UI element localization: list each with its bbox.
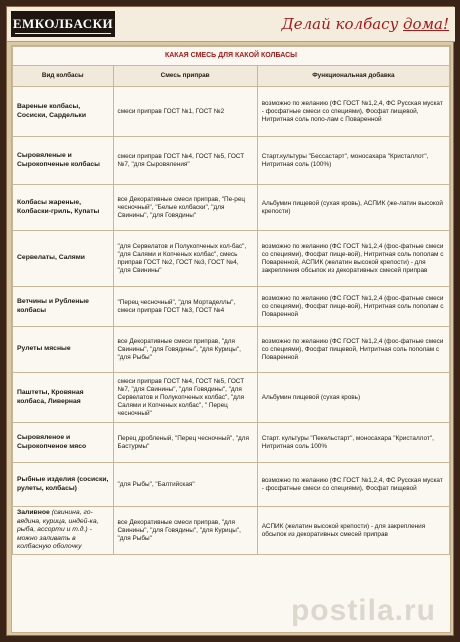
logo-underline xyxy=(15,33,111,34)
table-row xyxy=(13,87,450,137)
table-row xyxy=(13,231,450,287)
sausage-type-cell xyxy=(13,373,114,423)
table-header-row xyxy=(13,66,450,87)
column-header: Вид колбасы xyxy=(13,66,114,87)
sausage-type: Паштеты, Кровяная колбаса, Ливерная xyxy=(17,389,84,405)
sausage-type-note: (свинина, го-вядина, курица, индей-ка, рыба, ассорти и т.д.) - можно заливать в колбасную оболочку xyxy=(17,509,99,551)
additive-cell: Старт. культуры "Пекельстарт", моносахара "Кристаллот", Нитритная соль 100% xyxy=(257,423,449,463)
additive-cell: Альбумин пищевой (сухая кровь) xyxy=(257,373,449,423)
slogan xyxy=(282,15,449,33)
spice-mix-cell: смеси приправ ГОСТ №4, ГОСТ №5, ГОСТ №7, "для Свинины", "для Говядины", "для Сервелатов и Полукопченых колбас", "для Салями и Копченых колбас", " Перец чесночный" xyxy=(113,373,257,423)
additive-cell: АСПИК (желатин высокой крепости) - для закрепления обсыпок из декоративных смесей приправ xyxy=(257,507,449,555)
additive-cell: Альбумин пищевой (сухая кровь), АСПИК (же-латин высокой крепости) xyxy=(257,185,449,231)
table-sheet xyxy=(11,45,451,633)
spice-mix-cell: смеси приправ ГОСТ №1, ГОСТ №2 xyxy=(113,87,257,137)
sausage-type: Сыровяленое и Сырокопченое мясо xyxy=(17,434,87,450)
sausage-type: Колбасы жареные, Колбаски-гриль, Купаты xyxy=(17,199,100,215)
additive-cell: Старт.культуры "Бессастарт", моносахара "Кристаллот", Нитритная соль (100%) xyxy=(257,137,449,185)
page-frame xyxy=(6,6,454,636)
sausage-type: Сервелаты, Салями xyxy=(17,254,85,262)
table-row xyxy=(13,463,450,507)
sausage-type: Заливное xyxy=(17,509,50,517)
additive-cell: возможно по желанию (ФС ГОСТ №1,2,4 (фос-фатные смеси со специями), Фосфат пище-вой), Нитритная соль пополам с Поваренной, АСПИК (желатин высокой крепости) - для закрепления обсыпок из декоративных смесей приправ xyxy=(257,231,449,287)
watermark: postila.ru xyxy=(290,594,436,627)
table-row xyxy=(13,327,450,373)
additive-cell: возможно по желанию (ФС ГОСТ №1,2,4 (фос-фатные смеси со специями), Фосфат пищевой, Нитритная соль пополам с Поваренной xyxy=(257,327,449,373)
additive-cell: возможно по желанию (ФС ГОСТ №1,2,4, ФС Русская мускат - фосфатные смеси со специями), Фосфат пищевой xyxy=(257,463,449,507)
spice-mix-cell: "для Сервелатов и Полукопченых кол-бас", "для Салями и Копченых колбас", смесь приправ ГОСТ №2, ГОСТ №3, ГОСТ №4, "для Свинины" xyxy=(113,231,257,287)
additive-cell: возможно по желанию (ФС ГОСТ №1,2,4, ФС Русская мускат - фосфатные смеси со специями), Фосфат пищевой, Нитритная соль попо-лам с Поваренной xyxy=(257,87,449,137)
brand-logo xyxy=(11,11,115,37)
spice-mix-cell: все Декоративные смеси приправ, "для Свинины", "для Говядины", "для Курицы", "для Рыбы" xyxy=(113,507,257,555)
spice-table xyxy=(12,46,450,555)
sausage-type-cell xyxy=(13,87,114,137)
sausage-type: Ветчины и Рубленые колбасы xyxy=(17,298,89,314)
additive-cell: возможно по желанию (ФС ГОСТ №1,2,4 (фос-фатные смеси со специями), Фосфат пище-вой), Нитритная соль пополам с Поваренной xyxy=(257,287,449,327)
sausage-type: Рыбные изделия (сосиски, рулеты, колбасы) xyxy=(17,476,109,492)
sausage-type-cell xyxy=(13,185,114,231)
slogan-prefix: Делай колбасу xyxy=(281,15,404,33)
sausage-type-cell xyxy=(13,287,114,327)
table-row xyxy=(13,423,450,463)
table-row xyxy=(13,287,450,327)
sausage-type: Рулеты мясные xyxy=(17,345,71,353)
sausage-type-cell xyxy=(13,507,114,555)
table-row xyxy=(13,185,450,231)
sausage-type-cell xyxy=(13,231,114,287)
spice-mix-cell: Перец дробленый, "Перец чесночный", "для Бастурмы" xyxy=(113,423,257,463)
table-row xyxy=(13,137,450,185)
spice-mix-cell: все Декоративные смеси приправ, "для Свинины", "для Говядины", "для Курицы", "для Рыбы" xyxy=(113,327,257,373)
table-row xyxy=(13,507,450,555)
table-title: КАКАЯ СМЕСЬ ДЛЯ КАКОЙ КОЛБАСЫ xyxy=(13,47,450,66)
brand-logo-text: ЕМКОЛБАСКИ xyxy=(12,16,114,31)
spice-mix-cell: все Декоративные смеси приправ, "Пе-рец чесночный", "Белые колбаски", "для Свинины", "для Говядины" xyxy=(113,185,257,231)
table-title-row xyxy=(13,47,450,66)
sausage-type-cell xyxy=(13,463,114,507)
slogan-mark: дома! xyxy=(403,15,449,33)
sausage-type-cell xyxy=(13,327,114,373)
spice-mix-cell: "для Рыбы", "Балтийская" xyxy=(113,463,257,507)
sausage-type: Вареные колбасы, Сосиски, Сардельки xyxy=(17,103,86,119)
sausage-type: Сыровяленые и Сырокопченые колбасы xyxy=(17,152,100,168)
column-header: Функциональная добавка xyxy=(257,66,449,87)
column-header: Смесь приправ xyxy=(113,66,257,87)
header xyxy=(7,7,455,42)
sausage-type-cell xyxy=(13,423,114,463)
spice-mix-cell: "Перец чесночный", "для Мортаделлы", смеси приправ ГОСТ №3, ГОСТ №4 xyxy=(113,287,257,327)
table-row xyxy=(13,373,450,423)
sausage-type-cell xyxy=(13,137,114,185)
spice-mix-cell: смеси приправ ГОСТ №4, ГОСТ №5, ГОСТ №7, "для Сыровяления" xyxy=(113,137,257,185)
